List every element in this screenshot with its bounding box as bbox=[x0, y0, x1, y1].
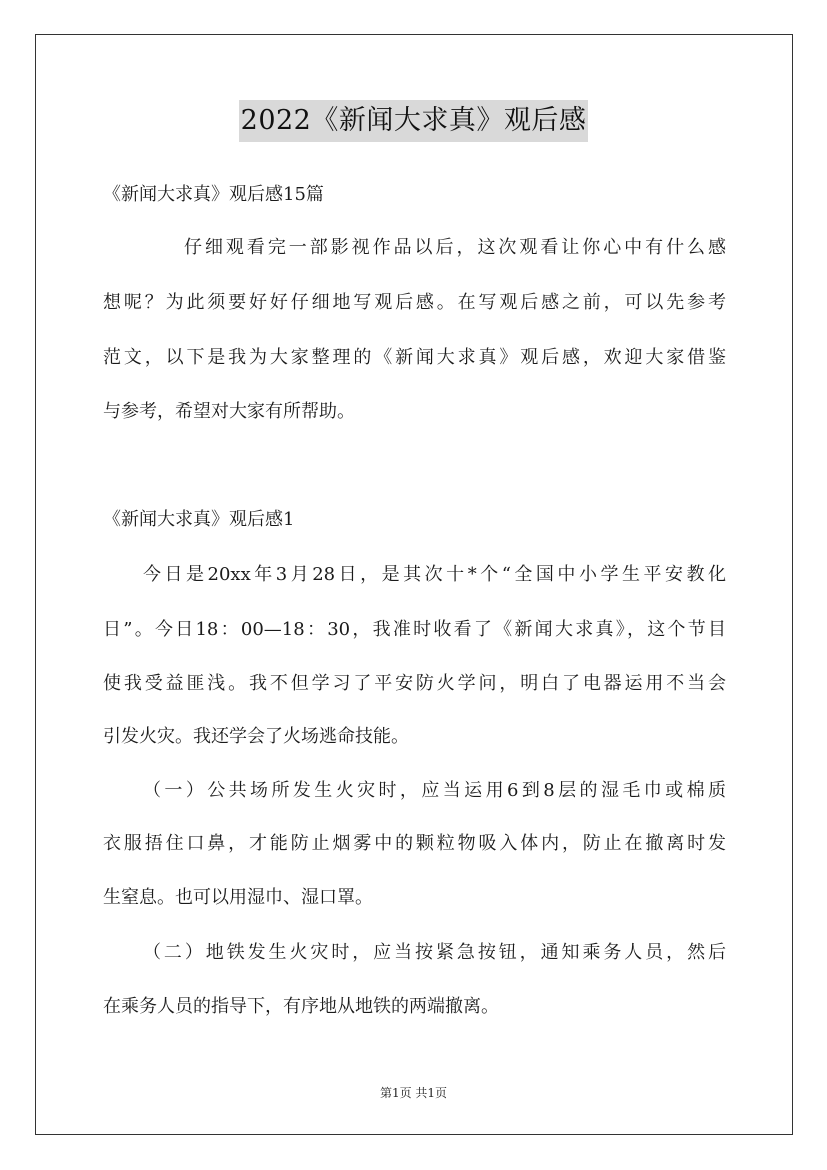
intro-line: 与参考，希望对大家有所帮助。 bbox=[103, 401, 355, 422]
page-footer: 第1页 共1页 bbox=[379, 1086, 448, 1100]
paragraph-line: 今日是20xx年3月28日，是其次十*个“全国中小学生平安教化 bbox=[143, 564, 726, 585]
paragraph-line: （一）公共场所发生火灾时，应当运用6到8层的湿毛巾或棉质 bbox=[143, 780, 726, 801]
paragraph-line: 衣服捂住口鼻，才能防止烟雾中的颗粒物吸入体内，防止在撤离时发 bbox=[103, 833, 726, 854]
paragraph-line: 生窒息。也可以用湿巾、湿口罩。 bbox=[103, 887, 373, 908]
paragraph-line: 日”。今日18：00—18：30，我准时收看了《新闻大求真》，这个节目 bbox=[103, 619, 726, 640]
intro-line: 仔细观看完一部影视作品以后，这次观看让你心中有什么感 bbox=[184, 237, 726, 258]
intro-line: 范文，以下是我为大家整理的《新闻大求真》观后感，欢迎大家借鉴 bbox=[103, 347, 726, 368]
page-title: 2022《新闻大求真》观后感 bbox=[239, 100, 589, 142]
paragraph-line: 使我受益匪浅。我不但学习了平安防火学问，明白了电器运用不当会 bbox=[103, 673, 726, 694]
paragraph-line: （二）地铁发生火灾时，应当按紧急按钮，通知乘务人员，然后 bbox=[143, 942, 726, 963]
title-container bbox=[0, 100, 827, 142]
paragraph-line: 在乘务人员的指导下，有序地从地铁的两端撤离。 bbox=[103, 996, 499, 1017]
paragraph-line: 引发火灾。我还学会了火场逃命技能。 bbox=[103, 726, 409, 747]
subtitle: 《新闻大求真》观后感15篇 bbox=[103, 184, 324, 205]
section-heading: 《新闻大求真》观后感1 bbox=[103, 509, 295, 530]
intro-line: 想呢？为此须要好好仔细地写观后感。在写观后感之前，可以先参考 bbox=[103, 292, 726, 313]
